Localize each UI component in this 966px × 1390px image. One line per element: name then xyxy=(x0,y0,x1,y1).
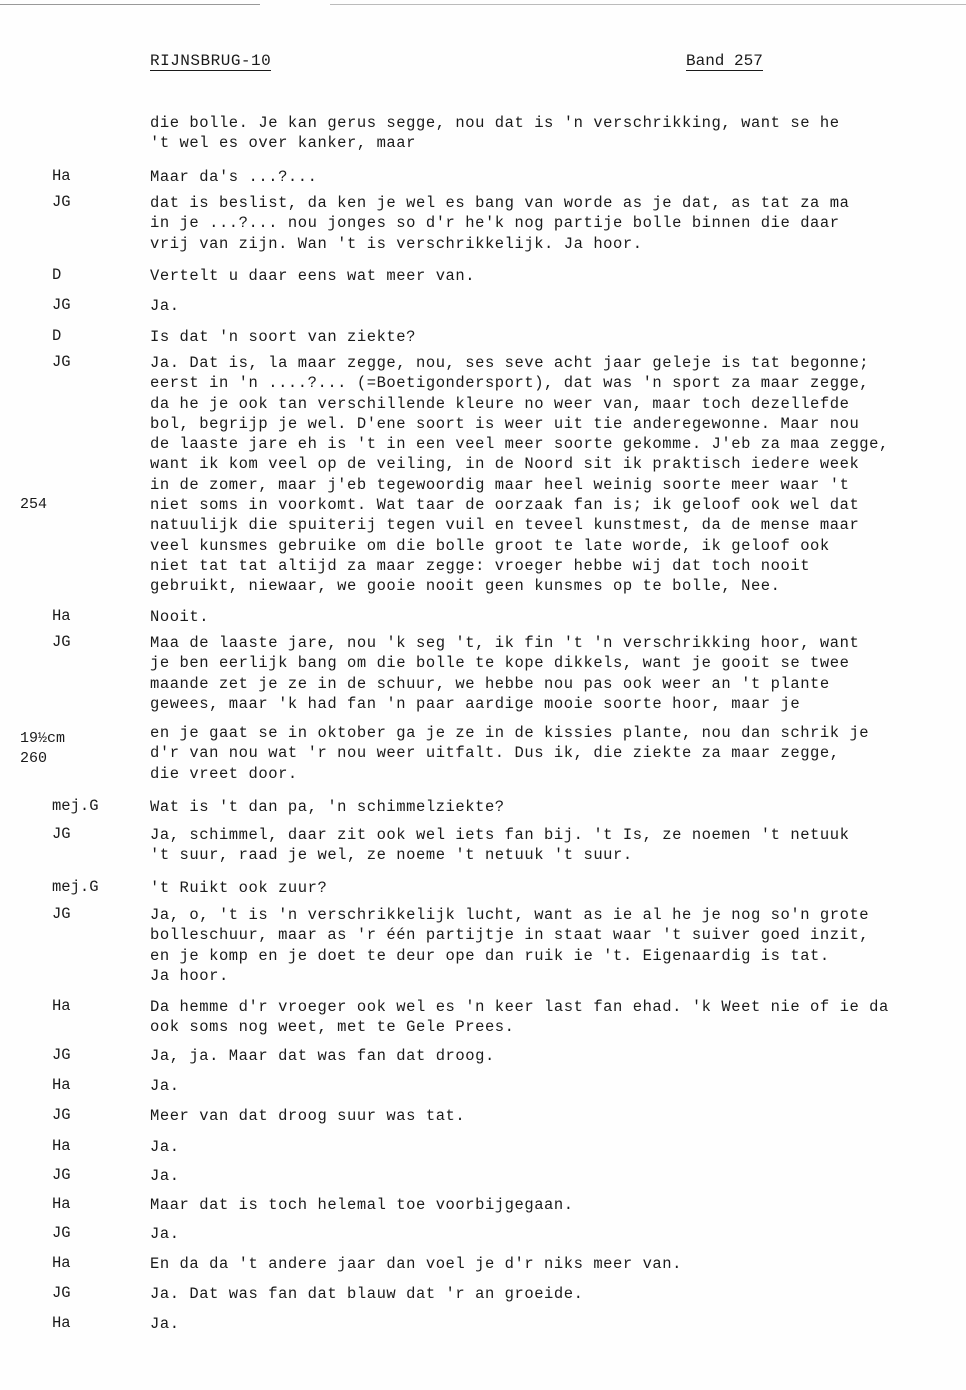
margin-note-counter-2: 260 xyxy=(20,750,48,767)
utterance-line: Maar dat is toch helemal toe voorbijgegaan. xyxy=(150,1196,574,1214)
speaker-label: Ha xyxy=(52,1076,71,1094)
utterance xyxy=(150,1137,962,1157)
utterance xyxy=(150,1106,962,1126)
utterance-line: bolleschuur, maar as 'r één partijtje in staat waar 't suiver goed inzit, xyxy=(150,926,870,945)
utterance xyxy=(150,1046,962,1066)
utterance-line: maande zet je ze in de schuur, we hebbe nou pas ook weer an 't plante xyxy=(150,674,830,693)
utterance-line: Is dat 'n soort van ziekte? xyxy=(150,328,416,346)
utterance-line: Ja, o, 't is 'n verschrikkelijk lucht, want as ie al he je nog so'n grote xyxy=(150,906,870,924)
utterance-line: natuulijk die spuiterij tegen vuil en teveel kunstmest, da de mense maar xyxy=(150,516,860,535)
utterance-line: Ja, ja. Maar dat was fan dat droog. xyxy=(150,1047,495,1065)
utterance-line: Vertelt u daar eens wat meer van. xyxy=(150,267,476,285)
speaker-label: JG xyxy=(52,1224,71,1242)
utterance-line: Ja. xyxy=(150,1315,180,1333)
header-title-text: RIJNSBRUG-10 xyxy=(150,52,272,70)
utterance-line: Ja, schimmel, daar zit ook wel iets fan bij. 't Is, ze noemen 't netuuk xyxy=(150,826,850,844)
margin-note-counter: 254 xyxy=(20,496,48,513)
utterance xyxy=(150,797,962,817)
utterance-line: dat is beslist, da ken je wel es bang van worde as je dat, as tat za ma xyxy=(150,194,850,212)
utterance xyxy=(150,167,962,187)
utterance-line: 't wel es over kanker, maar xyxy=(150,134,416,153)
utterance-line: En da da 't andere jaar dan voel je d'r niks meer van. xyxy=(150,1255,682,1273)
utterance xyxy=(150,296,962,316)
utterance xyxy=(150,1166,962,1186)
utterance-line: niet soms in voorkomt. Wat taar de oorzaak fan is; ik geloof ook wel dat xyxy=(150,496,860,515)
speaker-label: Ha xyxy=(52,1195,71,1213)
utterance-line: Ja. xyxy=(150,1138,180,1156)
utterance xyxy=(150,1195,962,1215)
utterance xyxy=(150,1284,962,1304)
speaker-label: JG xyxy=(52,633,71,651)
utterance xyxy=(150,266,962,286)
utterance-line: die bolle. Je kan gerus segge, nou dat is 'n verschrikking, want se he xyxy=(150,114,840,132)
top-rule-right xyxy=(330,4,966,5)
utterance-line: 't suur, raad je wel, ze noeme 't netuuk 't suur. xyxy=(150,846,633,865)
utterance-line: vrij van zijn. Wan 't is verschrikkelijk. Ja hoor. xyxy=(150,234,643,253)
utterance-line: niet tat tat altijd za maar zegge: vroeger hebbe wij dat toch nooit xyxy=(150,556,811,575)
utterance-line: Ja. xyxy=(150,1225,180,1243)
utterance xyxy=(150,825,962,866)
utterance-line: Wat is 't dan pa, 'n schimmelziekte? xyxy=(150,798,505,816)
utterance xyxy=(150,997,962,1038)
utterance-line: 't Ruikt ook zuur? xyxy=(150,879,328,897)
utterance xyxy=(150,327,962,347)
utterance-line: gewees, maar 'k had fan 'n paar aardige mooie soorte hoor, maar je xyxy=(150,694,801,713)
utterance-line: da he je ook tan verschillende kleure no weer van, maar toch dezellefde xyxy=(150,394,850,413)
utterance-line: Ja. Dat was fan dat blauw dat 'r an groeide. xyxy=(150,1285,584,1303)
utterance-line: Ja. Dat is, la maar zegge, nou, ses seve acht jaar geleje is tat begonne; xyxy=(150,354,870,372)
speaker-label: JG xyxy=(52,1166,71,1184)
speaker-label: Ha xyxy=(52,1137,71,1155)
utterance-line: Ja. xyxy=(150,297,180,315)
speaker-label: Ha xyxy=(52,1254,71,1272)
utterance-line: d'r van nou wat 'r nou weer uitfalt. Dus ik, die ziekte za maar zegge, xyxy=(150,744,840,763)
page-header-band: Band 257 xyxy=(686,52,763,70)
utterance-line: gebruikt, niewaar, we gooie nooit geen kunsmes op te bolle, Nee. xyxy=(150,577,781,596)
utterance-line: bol, begrijp je wel. D'ene soort is weer uit tie anderegewonne. Maar nou xyxy=(150,414,860,433)
utterance xyxy=(150,1076,962,1096)
utterance xyxy=(150,905,962,986)
utterance-line: ook soms nog weet, met te Gele Prees. xyxy=(150,1018,515,1037)
speaker-label: Ha xyxy=(52,1314,71,1332)
utterance-line: Ja. xyxy=(150,1167,180,1185)
utterance-line: Maa de laaste jare, nou 'k seg 't, ik fin 't 'n verschrikking hoor, want xyxy=(150,634,860,652)
speaker-label: Ha xyxy=(52,997,71,1015)
utterance-line: Da hemme d'r vroeger ook wel es 'n keer last fan ehad. 'k Weet nie of ie da xyxy=(150,998,889,1016)
page-header-title xyxy=(150,52,271,70)
speaker-label: JG xyxy=(52,1284,71,1302)
utterance-line: en je gaat se in oktober ga je ze in de kissies plante, nou dan schrik je xyxy=(150,724,870,742)
speaker-label: mej.G xyxy=(52,797,99,815)
speaker-label: D xyxy=(52,266,62,284)
utterance-line: en je komp en je doet te deur ope dan ruik ie 't. Eigenaardig is tat. xyxy=(150,946,830,965)
utterance-line: eerst in 'n ....?... (=Boetigondersport), dat was 'n sport za maar zegge, xyxy=(150,374,870,393)
utterance xyxy=(150,1254,962,1274)
utterance xyxy=(150,353,962,597)
utterance-line: Ja hoor. xyxy=(150,966,229,985)
speaker-label: JG xyxy=(52,1106,71,1124)
utterance-line: Nooit. xyxy=(150,608,210,626)
utterance xyxy=(150,633,962,714)
utterance xyxy=(150,1224,962,1244)
utterance xyxy=(150,723,962,784)
utterance-line: Ja. xyxy=(150,1077,180,1095)
utterance-line: Maar da's ...?... xyxy=(150,168,318,186)
utterance-line: je ben eerlijk bang om die bolle te kope dikkels, want je gooit se twee xyxy=(150,654,850,673)
speaker-label: Ha xyxy=(52,167,71,185)
speaker-label: JG xyxy=(52,353,71,371)
utterance-line: die vreet door. xyxy=(150,764,298,783)
speaker-label: JG xyxy=(52,905,71,923)
speaker-label: JG xyxy=(52,1046,71,1064)
utterance-line: Meer van dat droog suur was tat. xyxy=(150,1107,466,1125)
margin-note-length: 19½cm xyxy=(20,730,66,747)
utterance-line: want ik kom veel op de veiling, in de Noord sit ik praktisch iedere week xyxy=(150,455,860,474)
utterance xyxy=(150,1314,962,1334)
speaker-label: JG xyxy=(52,825,71,843)
utterance xyxy=(150,193,962,254)
speaker-label: JG xyxy=(52,296,71,314)
speaker-label: Ha xyxy=(52,607,71,625)
utterance-line: in je ...?... nou jonges so d'r he'k nog partije bolle binnen die daar xyxy=(150,214,840,233)
speaker-label: D xyxy=(52,327,62,345)
utterance-line: veel kunsmes gebruike om die bolle groot te late worde, ik geloof ook xyxy=(150,536,830,555)
utterance xyxy=(150,878,962,898)
speaker-label: mej.G xyxy=(52,878,99,896)
top-rule-left xyxy=(0,4,260,5)
utterance-line: de laaste jare eh is 't in een veel meer soorte gekomme. J'eb za maa zegge, xyxy=(150,435,889,454)
utterance xyxy=(150,607,962,627)
speaker-label: JG xyxy=(52,193,71,211)
utterance xyxy=(150,113,962,154)
utterance-line: in de zomer, maar j'eb tegewoordig maar heel weinig soorte meer waar 't xyxy=(150,475,850,494)
